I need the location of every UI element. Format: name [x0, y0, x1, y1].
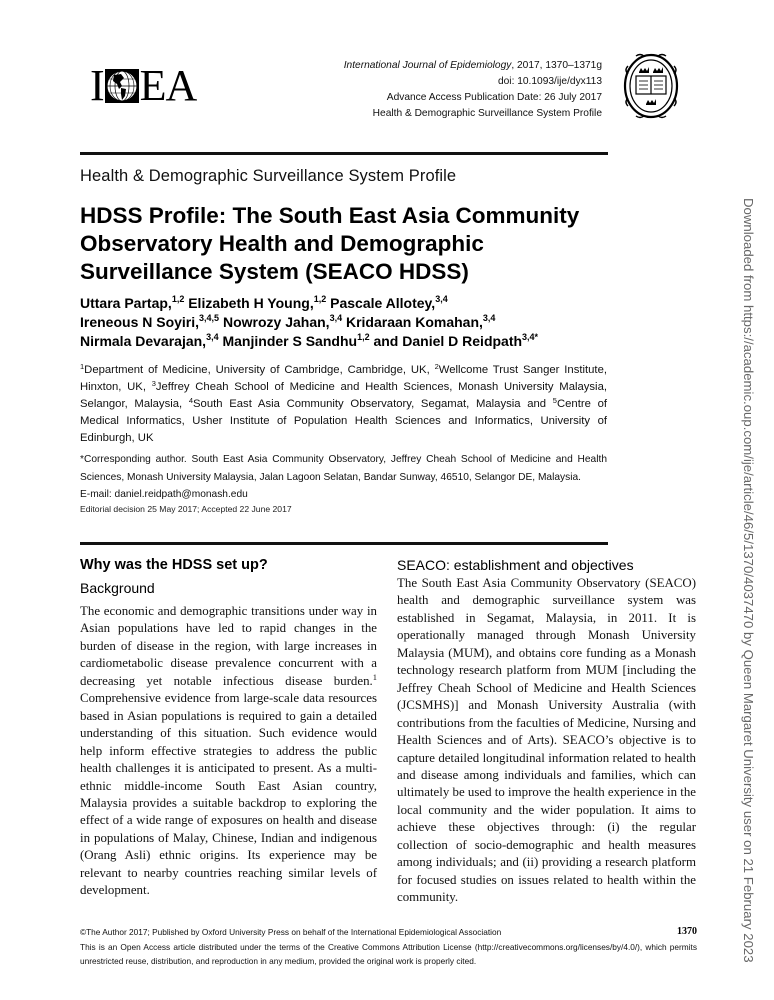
header-section-label: Health & Demographic Surveillance System Profile: [372, 108, 602, 119]
journal-name: International Journal of Epidemiology: [343, 60, 512, 71]
seaco-paragraph: The South East Asia Community Observatory (SEACO) health and demographic surveillance system was established in Segamat, Malaysia, in 2011. It is operationally managed through Monash University Malaysia (MUM), and obtains core funding as a Monash technology research platform from MUM [including the Jeffrey Cheah School of Medicine and Health Sciences (JCSMHS)] and Monash University Australia (with contributions from the faculties of Medicine, Nursing and Health Sciences and of Arts). SEACO’s objective is to capture detailed longitudinal information related to health and disease among individuals and families, which can ultimately be used to improve the health experience in the local community and the wider population. It aims to achieve these objectives through: (i) the regular collection of socio-demographic and health measures among individuals; and (ii) providing a research platform for focused studies on issues related to health within the community.: [397, 576, 696, 905]
section-heading-seaco: SEACO: establishment and objectives: [397, 557, 634, 573]
logo-letter-i: I: [90, 61, 104, 110]
doi[interactable]: doi: 10.1093/ije/dyx113: [497, 76, 602, 87]
author: Elizabeth H Young,$^{1,2}$: [188, 294, 327, 311]
author: Ireneous N Soyiri,$^{3,4,5}$: [80, 313, 220, 330]
subsection-heading-background: Background: [80, 580, 155, 596]
page-number: 1370: [677, 926, 697, 937]
affiliation: $^3$Jeffrey Cheah School of Medicine and Health Sciences, Monash University Malaysia, Selangor, Malaysia,: [80, 379, 607, 410]
author: Uttara Partap,$^{1,2}$: [80, 294, 185, 311]
journal-citation: [344, 58, 602, 74]
affiliation: $^5$Centre of Medical Informatics, Usher Institute of Population Health Sciences and Informatics, University of Edinburgh, UK: [80, 396, 607, 444]
section-heading-why: Why was the HDSS set up?: [80, 557, 268, 573]
author-list: [80, 294, 620, 351]
download-watermark-text: Downloaded from https://academic.oup.com/ije/article/46/5/1370/4037470 by Queen Margaret University user on 21 February 2023: [741, 198, 756, 963]
journal-details: , 2017, 1370–1371g: [511, 60, 602, 71]
background-paragraph: The economic and demographic transitions under way in Asian populations have led to rapid changes in the burden of disease in the region, with large increases in cardiometabolic disease prevalence concurrent with a decreasing yet notable infectious disease burden.$^1$ Comprehensive evidence from large-scale data resources based in Asian populations is required to gain a detailed understanding of this situation. Such evidence would help inform effective strategies to address the public health challenges it is anticipated to present. As a multi-ethnic middle-income South East Asian country, Malaysia provides a suitable backdrop to exploring the effect of a wide range of exposures on health and disease in populations of Malay, Chinese, Indian and indigenous (Orang Asli) ethnic origins. Its experience may be relevant to nearby countries reaching similar levels of development.: [80, 604, 377, 898]
article-title: HDSS Profile: The South East Asia Community Observatory Health and Demographic Surveillance System (SEACO HDSS): [80, 203, 580, 284]
license-notice: This is an Open Access article distributed under the terms of the Creative Commons Attribution License (http://creativecommons.org/licenses/by/4.0/), which permits unrestricted reuse, distribution, and reproduction in any medium, provided the original work is properly cited.: [80, 942, 697, 966]
affiliation: $^1$Department of Medicine, University of Cambridge, Cambridge, UK,: [80, 362, 435, 376]
email-link[interactable]: E-mail: daniel.reidpath@monash.edu: [80, 489, 248, 500]
affiliation: $^2$Wellcome Trust Sanger Institute, Hinxton, UK,: [80, 362, 607, 393]
author: Nowrozy Jahan,$^{3,4}$: [222, 313, 343, 330]
logo-letters-ea: EA: [139, 61, 197, 110]
section-type: Health & Demographic Surveillance System Profile: [80, 167, 457, 185]
journal-info: [344, 58, 602, 122]
corresponding-author: *Corresponding author. South East Asia Community Observatory, Jeffrey Cheah School of Medicine and Health Sciences, Monash University Malaysia, Jalan Lagoon Selatan, Bandar Sunway, 46510, Selangor DE, Malaysia.: [80, 454, 607, 483]
idea-publisher-logo: [90, 61, 198, 110]
author: Pascale Allotey,$^{3,4}$: [330, 294, 448, 311]
affiliations: [80, 362, 607, 447]
correspondence: [80, 451, 607, 504]
author: and Daniel D Reidpath$^{3,4*}$: [373, 332, 539, 349]
oup-crest-icon: [622, 52, 680, 120]
front-matter-divider: [80, 542, 608, 545]
affiliation: $^4$South East Asia Community Observatory, Segamat, Malaysia and: [188, 396, 553, 410]
author: Kridaraan Komahan,$^{3,4}$: [345, 313, 496, 330]
editorial-dates: Editorial decision 25 May 2017; Accepted 22 June 2017: [80, 504, 292, 514]
reference-link[interactable]: 1: [372, 671, 377, 682]
header-divider: [80, 152, 608, 155]
author: Nirmala Devarajan,$^{3,4}$: [80, 332, 219, 349]
copyright-notice: ©The Author 2017; Published by Oxford University Press on behalf of the International Epidemiological Association: [80, 927, 502, 937]
download-watermark: [740, 198, 760, 963]
advance-access-date: Advance Access Publication Date: 26 July 2017: [386, 92, 602, 103]
author: Manjinder S Sandhu$^{1,2}$: [222, 332, 370, 349]
globe-icon: [105, 69, 139, 103]
